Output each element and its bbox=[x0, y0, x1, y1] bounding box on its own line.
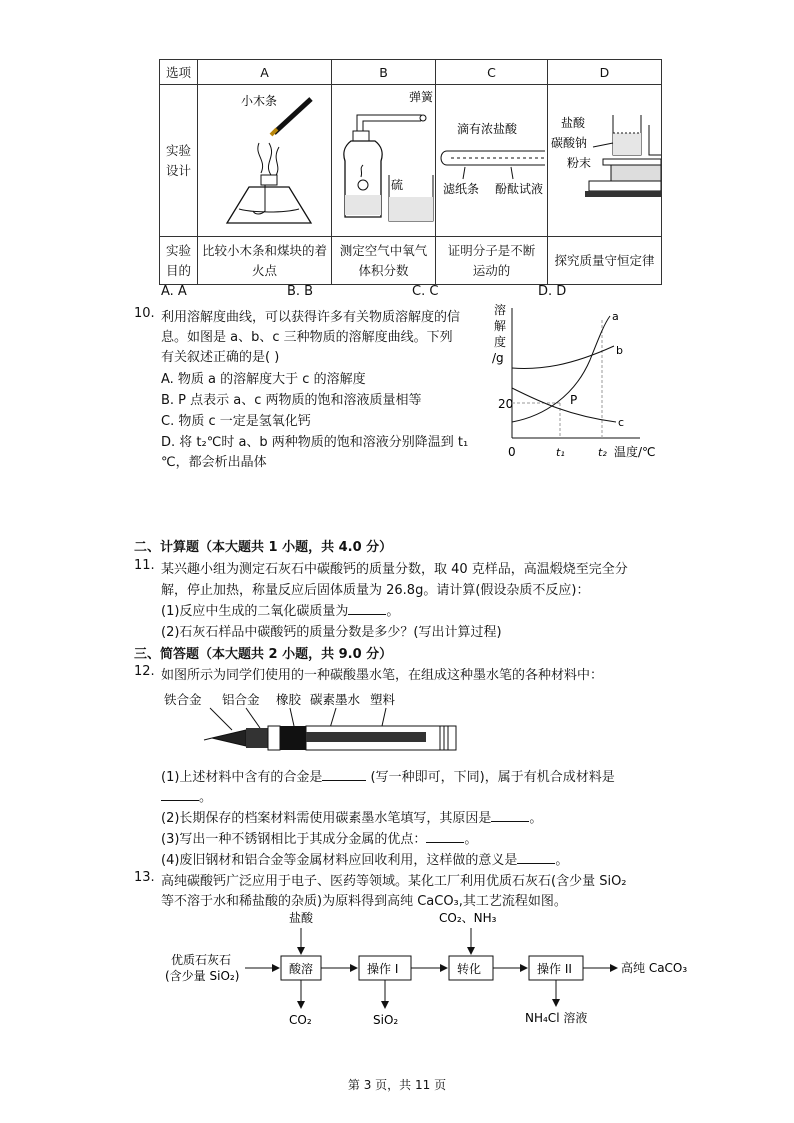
alcohol-lamp-image bbox=[199, 85, 331, 233]
q10-option-d: ℃，都会析出晶体 bbox=[161, 455, 267, 470]
q9-choice-a: A. A bbox=[161, 284, 187, 299]
q11-stem: 解，停止加热，称量反应后固体质量为 26.8g。请计算(假设杂质不反应)： bbox=[161, 583, 590, 598]
svg-text:CO₂: CO₂ bbox=[289, 1013, 312, 1027]
q11-stem: 某兴趣小组为测定石灰石中碳酸钙的质量分数，取 40 克样品，高温煅烧至完全分 bbox=[161, 562, 628, 577]
q11-part-1: (1)反应中生成的二氧化碳质量为 。 bbox=[161, 604, 400, 619]
svg-text:碳酸钠: 碳酸钠 bbox=[550, 136, 587, 150]
svg-text:0: 0 bbox=[508, 445, 516, 459]
goal-d: 探究质量守恒定律 bbox=[548, 237, 662, 285]
q10-option-c: C. 物质 c 一定是氢氧化钙 bbox=[161, 414, 311, 429]
image-d bbox=[548, 85, 662, 237]
col-b: B bbox=[332, 60, 436, 85]
q9-choice-c: C. C bbox=[412, 284, 439, 299]
svg-text:盐酸: 盐酸 bbox=[560, 116, 585, 130]
svg-text:粉末: 粉末 bbox=[566, 156, 591, 170]
svg-text:滤纸条: 滤纸条 bbox=[442, 182, 479, 196]
q10-stem: 利用溶解度曲线，可以获得许多有关物质溶解度的信 bbox=[161, 310, 461, 325]
svg-text:解: 解 bbox=[494, 319, 507, 333]
balance-image bbox=[549, 85, 661, 233]
goal-c: 证明分子是不断运动的 bbox=[436, 237, 548, 285]
svg-text:t₂: t₂ bbox=[598, 446, 607, 459]
q11-number: 11. bbox=[134, 558, 155, 573]
q12-part-4: (4)废旧钢材和铝合金等金属材料应回收利用，这样做的意义是 。 bbox=[161, 853, 569, 868]
svg-text:a: a bbox=[612, 310, 619, 323]
svg-text:SiO₂: SiO₂ bbox=[373, 1013, 399, 1027]
svg-text:溶: 溶 bbox=[494, 303, 507, 317]
design-label: 实验设计 bbox=[160, 85, 198, 237]
section-3-heading: 三、简答题（本大题共 2 小题，共 9.0 分） bbox=[134, 647, 393, 662]
answer-blank[interactable] bbox=[161, 788, 199, 801]
q12-number: 12. bbox=[134, 664, 155, 679]
q10-option-d: D. 将 t₂℃时 a、b 两种物质的饱和溶液分别降温到 t₁ bbox=[161, 435, 469, 450]
svg-text:温度/℃: 温度/℃ bbox=[614, 445, 656, 459]
goal-label: 实验目的 bbox=[160, 237, 198, 285]
q9-choice-b: B. B bbox=[287, 284, 314, 299]
svg-text:酸溶: 酸溶 bbox=[289, 962, 314, 976]
svg-text:20: 20 bbox=[498, 397, 514, 411]
q12-part-3: (3)写出一种不锈钢相比于其成分金属的优点： 。 bbox=[161, 832, 478, 847]
svg-text:塑料: 塑料 bbox=[370, 692, 396, 707]
q12-stem: 如图所示为同学们使用的一种碳酸墨水笔，在组成这种墨水笔的各种材料中： bbox=[161, 668, 604, 683]
q10-stem: 有关叙述正确的是( ) bbox=[161, 350, 280, 365]
q12-part-1: (1)上述材料中含有的合金是 (写一种即可，下同)，属于有机合成材料是 bbox=[161, 770, 615, 785]
header-label: 选项 bbox=[160, 60, 198, 85]
page-footer: 第 3 页，共 11 页 bbox=[347, 1078, 447, 1092]
q13-stem: 等不溶于水和稀盐酸的杂质)为原料得到高纯 CaCO₃,其工艺流程如图。 bbox=[161, 894, 567, 909]
svg-text:滴有浓盐酸: 滴有浓盐酸 bbox=[456, 122, 517, 136]
q10-option-b: B. P 点表示 a、c 两物质的饱和溶液质量相等 bbox=[161, 393, 422, 408]
q11-part-2: (2)石灰石样品中碳酸钙的质量分数是多少？(写出计算过程) bbox=[161, 625, 502, 640]
svg-text:操作 II: 操作 II bbox=[537, 962, 572, 976]
answer-blank[interactable] bbox=[426, 830, 464, 843]
q12-part-2: (2)长期保存的档案材料需使用碳素墨水笔填写，其原因是 。 bbox=[161, 811, 543, 826]
q13-number: 13. bbox=[134, 870, 155, 885]
section-2-heading: 二、计算题（本大题共 1 小题，共 4.0 分） bbox=[134, 540, 393, 555]
answer-blank[interactable] bbox=[491, 809, 529, 822]
svg-text:b: b bbox=[616, 344, 623, 357]
answer-blank[interactable] bbox=[348, 602, 386, 615]
image-a bbox=[198, 85, 332, 237]
goal-a: 比较小木条和煤块的着火点 bbox=[198, 237, 332, 285]
image-c bbox=[436, 85, 548, 237]
svg-text:t₁: t₁ bbox=[556, 446, 565, 459]
svg-text:铁合金: 铁合金 bbox=[164, 692, 202, 707]
svg-text:/g: /g bbox=[492, 351, 504, 365]
q10-stem: 息。如图是 a、b、c 三种物质的溶解度曲线。下列 bbox=[161, 330, 453, 345]
svg-text:酚酞试液: 酚酞试液 bbox=[494, 182, 543, 196]
svg-text:CO₂、NH₃: CO₂、NH₃ bbox=[439, 911, 497, 925]
q10-option-a: A. 物质 a 的溶解度大于 c 的溶解度 bbox=[161, 372, 366, 387]
svg-text:转化: 转化 bbox=[457, 962, 482, 976]
q9-choice-d: D. D bbox=[538, 284, 567, 299]
svg-text:硫: 硫 bbox=[390, 178, 403, 192]
svg-text:小木条: 小木条 bbox=[240, 94, 277, 108]
col-d: D bbox=[548, 60, 662, 85]
svg-text:c: c bbox=[618, 416, 625, 429]
pen-figure bbox=[160, 688, 470, 758]
oxygen-flask-image bbox=[333, 85, 435, 233]
q12-part-1-cont: 。 bbox=[161, 786, 212, 805]
answer-blank[interactable] bbox=[517, 851, 555, 864]
svg-text:优质石灰石: 优质石灰石 bbox=[171, 953, 232, 967]
svg-text:操作 I: 操作 I bbox=[367, 962, 399, 976]
svg-text:盐酸: 盐酸 bbox=[289, 911, 314, 925]
col-a: A bbox=[198, 60, 332, 85]
goal-b: 测定空气中氧气体积分数 bbox=[332, 237, 436, 285]
svg-text:碳素墨水: 碳素墨水 bbox=[310, 692, 361, 707]
q13-stem: 高纯碳酸钙广泛应用于电子、医药等领域。某化工厂利用优质石灰石(含少量 SiO₂ bbox=[161, 874, 627, 889]
image-b bbox=[332, 85, 436, 237]
svg-text:高纯 CaCO₃: 高纯 CaCO₃ bbox=[621, 961, 688, 975]
svg-text:弹簧: 弹簧 bbox=[408, 90, 433, 104]
answer-blank[interactable] bbox=[322, 768, 366, 781]
process-flow-diagram bbox=[165, 908, 705, 1033]
svg-text:橡胶: 橡胶 bbox=[276, 692, 302, 707]
svg-text:(含少量 SiO₂): (含少量 SiO₂) bbox=[165, 969, 240, 983]
test-tube-image bbox=[437, 85, 547, 233]
solubility-graph bbox=[490, 300, 665, 465]
options-table bbox=[159, 59, 662, 285]
svg-text:度: 度 bbox=[494, 335, 507, 349]
svg-text:铝合金: 铝合金 bbox=[222, 692, 260, 707]
svg-text:NH₄Cl 溶液: NH₄Cl 溶液 bbox=[525, 1011, 588, 1025]
col-c: C bbox=[436, 60, 548, 85]
q10-number: 10. bbox=[134, 306, 155, 321]
svg-text:P: P bbox=[570, 393, 578, 407]
